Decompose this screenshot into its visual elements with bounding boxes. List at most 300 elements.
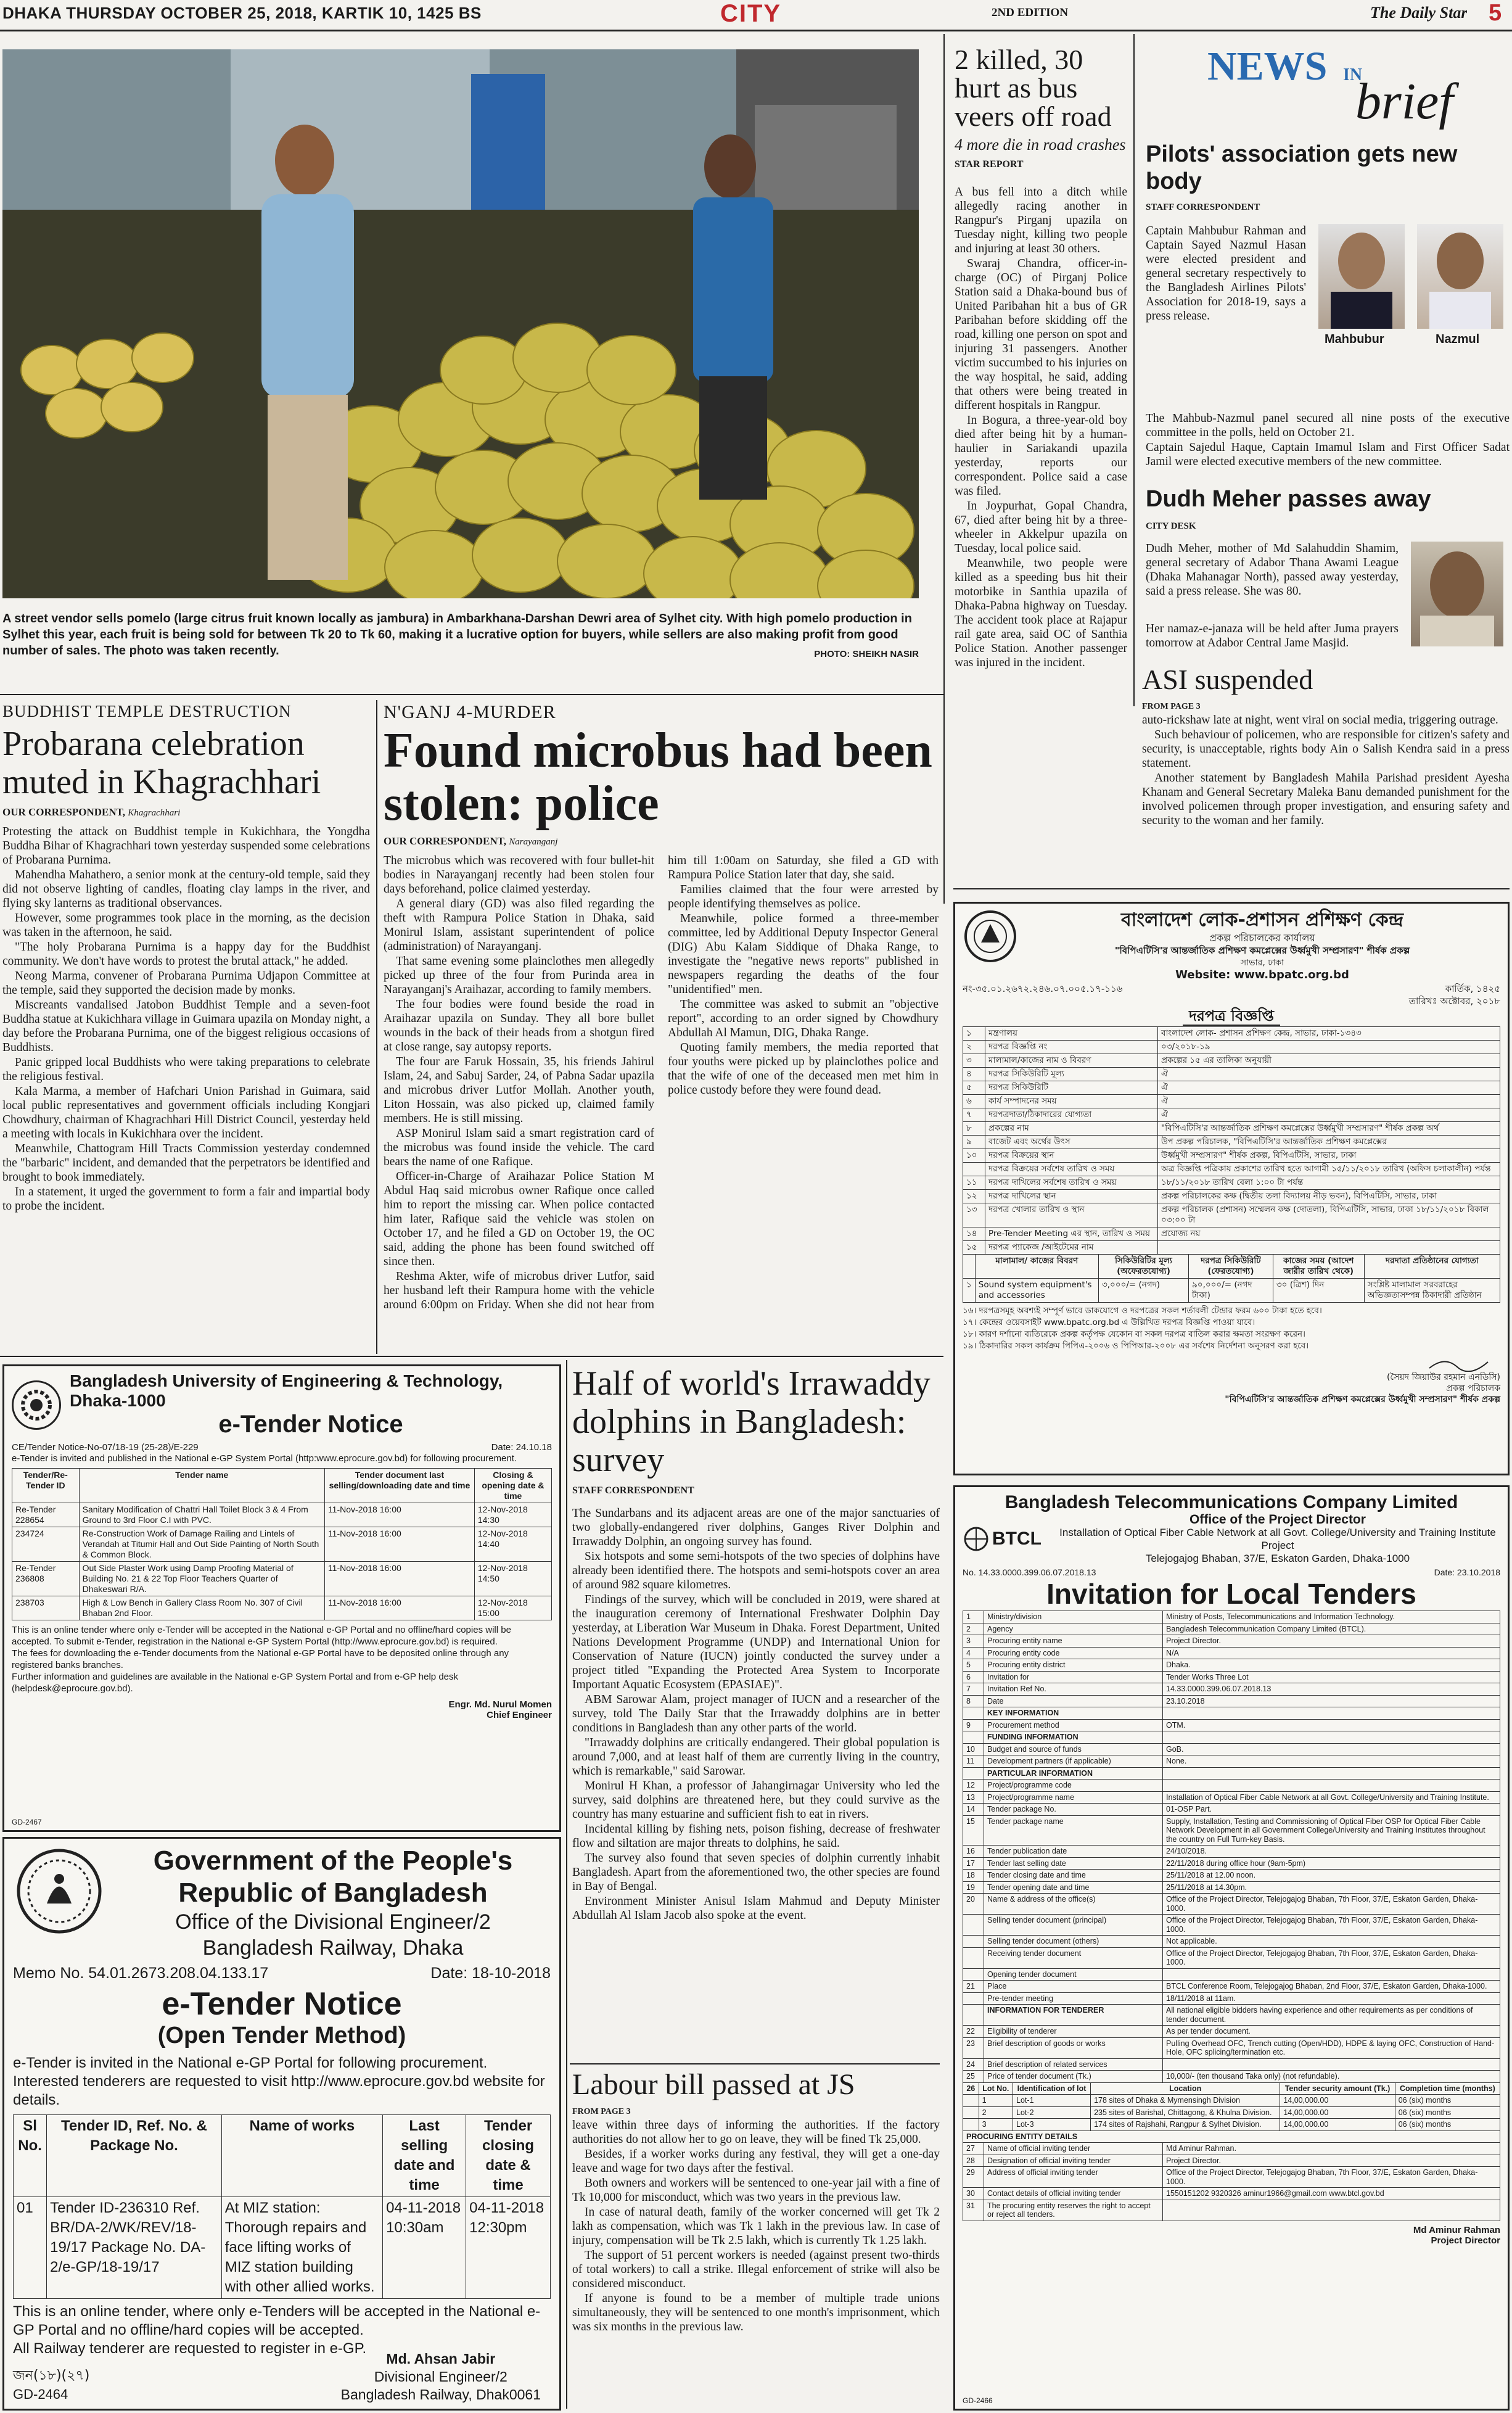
table-cell: মালামাল/কাজের নাম ও বিবরণ bbox=[985, 1054, 1158, 1068]
table-cell bbox=[963, 2005, 984, 2026]
railway-note2: All Railway tenderer are requested to register in e-GP. bbox=[13, 2340, 367, 2357]
buddhist-paragraph: Neong Marma, convener of Probarana Purnima Udjapon Committee at the temple, said they supported the decision made by monks. bbox=[2, 970, 370, 997]
table-row bbox=[963, 1108, 1500, 1122]
table-cell: Pulling Overhead OFC, Trench cutting (Open/HDD), HDPE & laying OFC, Construction of Hand-Hole, OFC splicing/termination etc. bbox=[1163, 2037, 1500, 2058]
table-cell: ৪ bbox=[963, 1068, 985, 1081]
table-cell: Address of official inviting tender bbox=[984, 2167, 1163, 2188]
railway-method: (Open Tender Method) bbox=[157, 2023, 406, 2048]
microbus-paragraph: The four bodies were found beside the road in Araihazar upazila on Sunday. They all bore bullet wounds in the back of their heads from a shotgun fired at close range, say autopsy reports. bbox=[384, 998, 654, 1054]
railway-org: Bangladesh Railway, Dhaka bbox=[202, 1936, 464, 1960]
table-header-cell bbox=[963, 1255, 976, 1279]
divider-h-asi bbox=[953, 888, 1510, 889]
table-row bbox=[963, 1992, 1500, 2005]
table-row bbox=[963, 1815, 1500, 1846]
btcl-lot-table bbox=[963, 2082, 1500, 2131]
table-cell: Procuring entity code bbox=[984, 1647, 1163, 1659]
table-cell: 3 bbox=[963, 1635, 984, 1648]
bpatc-memo: নং-৩৫.০১.২৬৭২.২৪৬.০৭.০০৫.১৭-১১৬ bbox=[963, 983, 1123, 994]
btcl-ad bbox=[953, 1485, 1510, 2411]
railway-subtitle: e-Tender Notice bbox=[162, 1986, 402, 2022]
btcl-title: Invitation for Local Tenders bbox=[1046, 1578, 1416, 1610]
divider-h-dolphin bbox=[570, 2063, 940, 2064]
table-cell: 27 bbox=[963, 2143, 984, 2155]
bpatc-org: বাংলাদেশ লোক-প্রশাসন প্রশিক্ষণ কেন্দ্র bbox=[1120, 909, 1404, 931]
table-cell: Opening tender document bbox=[984, 1968, 1163, 1981]
masthead bbox=[0, 0, 1512, 31]
pilots-p1: Captain Mahbubur Rahman and Captain Sayed Nazmul Hasan were elected president and general secretary respectively to the Bangladesh Airlines Pilots' Association for 2018-19, says a press release. bbox=[1146, 225, 1306, 323]
table-row bbox=[963, 2106, 1500, 2119]
table-cell: 10 bbox=[963, 1743, 984, 1755]
meher-byline: CITY DESK bbox=[1146, 521, 1196, 531]
buet-code: GD-2467 bbox=[12, 1818, 42, 1826]
table-cell: 19 bbox=[963, 1881, 984, 1894]
bpatc-note: ১৮। কারণ দর্শানো ব্যতিরেকে প্রকল্প কর্তৃপক্ষ যেকোন বা সকল দরপত্র বাতিল করার ক্ষমতা সংরক্ষণ করেন। bbox=[963, 1329, 1305, 1339]
table-cell: At MIZ station: Thorough repairs and face lifting works of MIZ station building with other allied works. bbox=[221, 2197, 382, 2299]
dolphin-headline: Half of world's Irrawaddy dolphins in Bangladesh: survey bbox=[572, 1364, 931, 1479]
table-cell: প্রকল্পের ১৫ এর তালিকা অনুযায়ী bbox=[1158, 1054, 1500, 1068]
table-cell: 30 bbox=[963, 2188, 984, 2200]
dolphin-story bbox=[572, 1364, 940, 2061]
pilots-p3: Captain Sajedul Haque, Captain Imamul Islam and First Officer Sadat Jamil were elected executive members of the new committee. bbox=[1146, 441, 1510, 468]
table-cell: 1550151202 9320326 aminur1966@gmail.com www.btcl.gov.bd bbox=[1163, 2188, 1500, 2200]
table-header-cell: Location bbox=[1091, 2082, 1280, 2095]
table-cell: প্রকল্প পরিচালক (প্রশাসন) সম্মেলন কক্ষ (দোতলা), বিপিএটিসি, সাভার, ঢাকা ১৮/১১/২০১৮ বিকাল ০৩:০০ টা bbox=[1158, 1203, 1500, 1227]
table-cell: 12-Nov-2018 14:50 bbox=[474, 1562, 551, 1596]
labour-body bbox=[572, 2118, 940, 2334]
table-cell: 2 bbox=[963, 1623, 984, 1635]
railway-signer-title: Divisional Engineer/2 bbox=[374, 2369, 507, 2385]
table-row bbox=[963, 1755, 1500, 1768]
buet-title: Bangladesh University of Engineering & Technology, Dhaka-1000 bbox=[70, 1371, 503, 1410]
table-row bbox=[963, 1791, 1500, 1804]
table-cell: 11-Nov-2018 16:00 bbox=[324, 1596, 474, 1620]
table-row bbox=[963, 2071, 1500, 2083]
photo-credit: PHOTO: SHEIKH NASIR bbox=[814, 649, 919, 659]
table-cell: ঐ bbox=[1158, 1081, 1500, 1095]
table-row bbox=[963, 1719, 1500, 1731]
edition-label: 2ND EDITION bbox=[992, 6, 1069, 19]
table-cell: ১ bbox=[963, 1279, 976, 1303]
table-cell: 21 bbox=[963, 1981, 984, 1993]
table-row bbox=[963, 1149, 1500, 1163]
table-cell: Not applicable. bbox=[1163, 1936, 1500, 1948]
table-header-cell: Lot No. bbox=[979, 2082, 1013, 2095]
table-cell bbox=[1158, 1241, 1500, 1255]
table-row bbox=[963, 1707, 1500, 1720]
table-header-cell: Identification of lot bbox=[1013, 2082, 1091, 2095]
bpatc-notes bbox=[963, 1305, 1500, 1352]
bpatc-note: ১৭। কেন্দ্রের ওয়েবসাইট www.bpatc.org.bd এ উল্লিখিত দরপত্র বিজ্ঞপ্তি পাওয়া যাবে। bbox=[963, 1318, 1255, 1327]
table-cell: Office of the Project Director, Telejogajog Bhaban, 7th Floor, 37/E, Eskaton Garden, Dhaka-1000. bbox=[1163, 1915, 1500, 1936]
buddhist-paragraph: However, some programmes took place in the morning, as the decision was taken in the afternoon, he said. bbox=[2, 912, 370, 939]
table-cell: ৩ bbox=[963, 1054, 985, 1068]
dolphin-byline: STAFF CORRESPONDENT bbox=[572, 1485, 694, 1496]
mahbubur-photo bbox=[1318, 224, 1405, 329]
table-row bbox=[963, 1659, 1500, 1672]
bpatc-project: "বিপিএটিসি'র আন্তর্জাতিক প্রশিক্ষণ কমপ্লেক্সের উর্ধ্বমুখী সম্প্রসারণ" শীর্ষক প্রকল্প bbox=[1114, 945, 1410, 956]
table-row bbox=[963, 1671, 1500, 1683]
table-cell: Tender closing date and time bbox=[984, 1870, 1163, 1882]
table-cell: PARTICULAR INFORMATION bbox=[984, 1767, 1163, 1780]
railway-note1: This is an online tender, where only e-Tenders will be accepted in the National e-GP Portal and no offline/hard copies will be accepted. bbox=[13, 2303, 541, 2338]
table-cell: দরপত্র দাখিলের সর্বশেষ তারিখ ও সময় bbox=[985, 1176, 1158, 1190]
table-cell: None. bbox=[1163, 1755, 1500, 1768]
table-cell: দরপত্র সিকিউরিটি bbox=[985, 1081, 1158, 1095]
table-cell bbox=[1163, 1767, 1500, 1780]
table-row bbox=[963, 1068, 1500, 1081]
btcl-signer-title: Project Director bbox=[1431, 2235, 1500, 2246]
table-cell: Receiving tender document bbox=[984, 1947, 1163, 1968]
railway-signer-org: Bangladesh Railway, Dhak0061 bbox=[340, 2386, 541, 2403]
table-row bbox=[963, 1136, 1500, 1149]
table-cell bbox=[1163, 1968, 1500, 1981]
microbus-paragraph: The committee was asked to submit an "objective report", according to an order signed by Chowdhury Abdullah Al Mamun, DIG, Dhaka Range. bbox=[668, 998, 939, 1039]
table-cell: অত্র বিজ্ঞপ্তি পত্রিকায় প্রকাশের তারিখ হতে আগামী ১৫/১১/২০১৮ তারিখ (অফিস চলাকালীন) পর্যন্ত bbox=[1158, 1163, 1500, 1176]
labour-paragraph: Both owners and workers will be sentenced to one-year jail with a fine of Tk 10,000 for misconduct, which was two years in the previous law. bbox=[572, 2177, 940, 2204]
table-cell: Tender ID-236310 Ref. BR/DA-2/WK/REV/18-19/17 Package No. DA-2/e-GP/18-19/17 bbox=[47, 2197, 222, 2299]
divider-h-lower bbox=[0, 1356, 943, 1357]
table-cell: 235 sites of Barishal, Chittagong, & Khulna Division. bbox=[1091, 2106, 1280, 2119]
table-cell: 1 bbox=[979, 2095, 1013, 2107]
table-header-cell: Tender name bbox=[79, 1469, 324, 1503]
buddhist-paragraph: "The holy Probarana Purnima is a happy day for the Buddhist community. We don't have words to protest the brutal attack," he added. bbox=[2, 941, 370, 968]
table-cell: ৩,০০০/= (নগদ) bbox=[1098, 1279, 1188, 1303]
table-cell: 22 bbox=[963, 2026, 984, 2038]
table-cell: 14 bbox=[963, 1804, 984, 1816]
brief-banner-brief: brief bbox=[1355, 73, 1453, 130]
table-cell: 12-Nov-2018 14:40 bbox=[474, 1527, 551, 1562]
table-row bbox=[963, 1635, 1500, 1648]
table-cell: ৩০ (ত্রিশ) দিন bbox=[1273, 1279, 1364, 1303]
table-cell: ঐ bbox=[1158, 1068, 1500, 1081]
table-cell: Contact details of official inviting tender bbox=[984, 2188, 1163, 2200]
table-header-cell: দরপত্র সিকিউরিটি (ফেরতযোগ্য) bbox=[1189, 1255, 1273, 1279]
table-row bbox=[963, 2167, 1500, 2188]
table-cell: ৯০,০০০/= (নগদ টাকা) bbox=[1189, 1279, 1273, 1303]
table-cell: Date bbox=[984, 1695, 1163, 1707]
table-row bbox=[963, 2005, 1500, 2026]
table-row bbox=[963, 1241, 1500, 1255]
table-row bbox=[963, 1894, 1500, 1915]
table-cell bbox=[963, 1731, 984, 1744]
table-header-cell: Completion time (months) bbox=[1395, 2082, 1500, 2095]
buddhist-byline: OUR CORRESPONDENT, Khagrachhari bbox=[2, 806, 181, 818]
table-cell: প্রকল্পের নাম bbox=[985, 1122, 1158, 1136]
table-cell: 238703 bbox=[12, 1596, 80, 1620]
table-cell: Out Side Plaster Work using Damp Proofing Material of Building No. 21 & 22 Top Floor Teachers Quarter of Dhakeswari R/A. bbox=[79, 1562, 324, 1596]
table-cell: দরপত্র খোলার তারিখ ও স্থান bbox=[985, 1203, 1158, 1227]
table-row bbox=[963, 2037, 1500, 2058]
table-cell bbox=[963, 2106, 979, 2119]
bpatc-note: ১৯। ঠিকাদারির সকল কার্যক্রম পিপিএ-২০০৬ ও পিপিআর-২০০৮ এর সর্বশেষ নির্দেশনা অনুসরণ করা হবে। bbox=[963, 1341, 1309, 1351]
table-cell: 14,00,000.00 bbox=[1280, 2106, 1395, 2119]
bus-byline: STAR REPORT bbox=[955, 159, 1024, 170]
buet-intro: e-Tender is invited and published in the National e-GP System Portal (http:www.eprocure.gov.bd) for following procurement. bbox=[12, 1453, 517, 1464]
bus-subhead: 4 more die in road crashes bbox=[955, 136, 1126, 154]
table-row bbox=[963, 1095, 1500, 1108]
table-cell: As per tender document. bbox=[1163, 2026, 1500, 2038]
bangladesh-emblem-icon bbox=[13, 1845, 105, 1937]
table-cell: N/A bbox=[1163, 1647, 1500, 1659]
table-cell: The procuring entity reserves the right to accept or reject all tenders. bbox=[984, 2200, 1163, 2221]
table-row bbox=[963, 1731, 1500, 1744]
microbus-paragraph: The four are Faruk Hossain, 35, his friends Jahirul Islam, 24, and Sabuj Sarder, 24, of Pabna Sadar upazila and microbus driver Lutfor Mollah. Another youth, Liton Hossain, was also picked up, claimed family members. He is still missing. bbox=[384, 1055, 654, 1125]
buddhist-kicker: BUDDHIST TEMPLE DESTRUCTION bbox=[2, 702, 292, 720]
railway-office: Office of the Divisional Engineer/2 bbox=[175, 1910, 491, 1934]
table-cell: 10,000/- (ten thousand Taka only) (not refundable). bbox=[1163, 2071, 1500, 2083]
asi-headline: ASI suspended bbox=[1142, 664, 1313, 695]
table-cell bbox=[1163, 1780, 1500, 1792]
photo-caption-text: A street vendor sells pomelo (large citrus fruit known locally as jambura) in Ambarkhana-Darshan Dewri area of Sylhet city. With high pomelo production in Sylhet this year, each fruit is being sold for between Tk 20 to Tk 60, making it a lucrative option for buyers, while sellers are also making profit from good number of sales. The photo was taken recently. bbox=[2, 612, 912, 658]
table-cell: Procurement method bbox=[984, 1719, 1163, 1731]
table-cell: Supply, Installation, Testing and Commissioning of Optical Fiber OSP for Optical Fiber Cable Network Development in all Government College/University and Training Institutes throughout the country on Full Turn-key Basis. bbox=[1163, 1815, 1500, 1846]
table-cell: Project/programme code bbox=[984, 1780, 1163, 1792]
page-number: 5 bbox=[1489, 0, 1502, 26]
pomelo-photo bbox=[2, 49, 919, 598]
table-header-cell: 26 bbox=[963, 2082, 979, 2095]
table-cell: 23.10.2018 bbox=[1163, 1695, 1500, 1707]
labour-paragraph: If anyone is found to be a member of multiple trade unions simultaneously, they will be sentenced to one month's imprisonment, which was six months in the previous law. bbox=[572, 2292, 940, 2333]
table-cell: 17 bbox=[963, 1857, 984, 1870]
table-cell bbox=[1163, 2058, 1500, 2071]
table-cell: 29 bbox=[963, 2167, 984, 2188]
meher-p2: Her namaz-e-janaza will be held after Juma prayers tomorrow at Adabor Central Jame Masjid. bbox=[1146, 622, 1399, 650]
divider-v-main bbox=[943, 34, 945, 904]
table-cell: Eligibility of tenderer bbox=[984, 2026, 1163, 2038]
btcl-project: Installation of Optical Fiber Cable Network at all Govt. College/University and Training Institute Project bbox=[1059, 1527, 1496, 1551]
table-cell: 234724 bbox=[12, 1527, 80, 1562]
bpatc-title: দরপত্র বিজ্ঞপ্তি bbox=[1183, 1007, 1280, 1026]
table-cell: Tender package name bbox=[984, 1815, 1163, 1846]
table-row bbox=[963, 1981, 1500, 1993]
table-row bbox=[963, 1176, 1500, 1190]
bpatc-date2: তারিখঃ অক্টোবর, ২০১৮ bbox=[1408, 996, 1500, 1007]
buet-note3: Further information and guidelines are available in the National e-GP System Portal and from e-GP help desk (helpdesk@eprocure.gov.bd). bbox=[12, 1672, 458, 1694]
bus-story bbox=[955, 46, 1127, 903]
table-row bbox=[963, 1163, 1500, 1176]
signature-mark-icon bbox=[1426, 1356, 1500, 1372]
railway-code1: জন(১৮)(২৭) bbox=[13, 2368, 90, 2383]
pilots-byline: STAFF CORRESPONDENT bbox=[1146, 202, 1260, 212]
divider-v-lower bbox=[566, 1360, 567, 2409]
table-cell: Md Aminur Rahman. bbox=[1163, 2143, 1500, 2155]
railway-ad bbox=[2, 1837, 561, 2411]
table-cell: OTM. bbox=[1163, 1719, 1500, 1731]
asi-p2: Such behaviour of policemen, who are responsible for citizen's safety and security, is unacceptable, rights body Ain o Salish Kendra said in a press statement. bbox=[1142, 728, 1510, 770]
labour-headline: Labour bill passed at JS bbox=[572, 2068, 855, 2101]
table-row bbox=[963, 1947, 1500, 1968]
labour-story bbox=[572, 2068, 940, 2411]
table-cell: Re-Tender 228654 bbox=[12, 1503, 80, 1527]
btcl-table bbox=[963, 1611, 1500, 2083]
table-cell: Name of official inviting tender bbox=[984, 2143, 1163, 2155]
btcl-address: Telejogajog Bhaban, 37/E, Eskaton Garden, Dhaka-1000 bbox=[1145, 1553, 1410, 1564]
brief-banner-in: IN bbox=[1343, 65, 1363, 85]
table-cell: Office of the Project Director, Telejogajog Bhaban, 7th Floor, 37/E, Eskaton Garden, Dhaka-1000. bbox=[1163, 1947, 1500, 1968]
buet-date: Date: 24.10.18 bbox=[491, 1442, 552, 1453]
table-row bbox=[963, 1081, 1500, 1095]
buddhist-paragraph: Panic gripped local Buddhists who were taking preparations to celebrate the religious festival. bbox=[2, 1056, 370, 1083]
table-cell: 18 bbox=[963, 1870, 984, 1882]
table-row bbox=[963, 1041, 1500, 1054]
bus-paragraph: Swaraj Chandra, officer-in-charge (OC) of Pirganj Police Station said a Dhaka-bound bus of United Paribahan hit a bus of GR Paribahan before skidding off the road, killing one person on spot and injuring 31 passengers. Another victim succumbed to his injuries on the way hospital, he said, adding that others were being treated in different hospitals in Rangpur. bbox=[955, 257, 1127, 412]
table-cell: Project/programme name bbox=[984, 1791, 1163, 1804]
table-cell bbox=[963, 1992, 984, 2005]
buddhist-paragraph: Mahendha Mahathero, a senior monk at the century-old temple, said they did not observe lighting of candles, floating clay lamps in the river, and flying sky lanterns as traditional observances. bbox=[2, 868, 370, 910]
table-row bbox=[12, 1527, 552, 1562]
table-cell: 20 bbox=[963, 1894, 984, 1915]
table-cell: Budget and source of funds bbox=[984, 1743, 1163, 1755]
table-cell: 178 sites of Dhaka & Mymensingh Division bbox=[1091, 2095, 1280, 2107]
buddhist-paragraph: Kala Marma, a member of Hafchari Union Parishad in Guimara, said local public representatives and government officials including Kongjari Chowdhury, chairman of Khagrachhari Hill District Council, yesterday held a meeting with locals in Kukichhara over the incident. bbox=[2, 1085, 370, 1141]
buddhist-body bbox=[2, 825, 370, 1213]
table-row bbox=[963, 1804, 1500, 1816]
railway-code2: GD-2464 bbox=[13, 2386, 68, 2402]
table-cell: Office of the Project Director, Telejogajog Bhaban, 7th Floor, 37/E, Eskaton Garden, Dhaka-1000. bbox=[1163, 2167, 1500, 2188]
table-cell: 01 bbox=[14, 2197, 47, 2299]
table-cell: Procuring entity name bbox=[984, 1635, 1163, 1648]
railway-memo: Memo No. 54.01.2673.208.04.133.17 bbox=[13, 1965, 269, 1982]
table-cell: ঐ bbox=[1158, 1108, 1500, 1122]
buet-subtitle: e-Tender Notice bbox=[218, 1411, 403, 1438]
table-cell: 7 bbox=[963, 1683, 984, 1696]
dolphin-body bbox=[572, 1506, 940, 1923]
railway-signer: Md. Ahsan Jabir bbox=[386, 2351, 496, 2367]
table-cell: Tender publication date bbox=[984, 1846, 1163, 1858]
table-cell: Selling tender document (others) bbox=[984, 1936, 1163, 1948]
table-cell: Invitation Ref No. bbox=[984, 1683, 1163, 1696]
table-cell: ১৪ bbox=[963, 1227, 985, 1241]
bus-paragraph: Meanwhile, two people were killed as a speeding bus hit their motorbike in Santhia upazila of Dhaka-Pabna highway on Tuesday. The accident took place at Rajapur rail gate area, said OC of Santhia Police Station. Another passenger was injured in the incident. bbox=[955, 557, 1127, 669]
table-cell: Lot-1 bbox=[1013, 2095, 1091, 2107]
bpatc-signature-icon bbox=[963, 1356, 1500, 1372]
table-row bbox=[963, 2188, 1500, 2200]
table-cell: 18/11/2018 at 11am. bbox=[1163, 1992, 1500, 2005]
table-cell bbox=[963, 1707, 984, 1720]
table-cell: Selling tender document (principal) bbox=[984, 1915, 1163, 1936]
table-cell: দরপত্র দাখিলের স্থান bbox=[985, 1190, 1158, 1203]
table-row bbox=[963, 2026, 1500, 2038]
table-cell: 23 bbox=[963, 2037, 984, 2058]
table-cell: ১৫ bbox=[963, 1241, 985, 1255]
bpatc-note: ১৬। দরপত্রসমূহ অবশ্যই সম্পূর্ণ ভাবে ডাকযোগে ও দরপত্রের সকল শর্তাবলী টেন্ডার ফরম ৬০০ টাকা হতে হবে। bbox=[963, 1306, 1322, 1316]
table-cell: Development partners (if applicable) bbox=[984, 1755, 1163, 1768]
buet-tender-table bbox=[12, 1468, 552, 1620]
btcl-pe-table bbox=[963, 2130, 1500, 2221]
table-row bbox=[963, 1780, 1500, 1792]
btcl-pe-header: PROCURING ENTITY DETAILS bbox=[963, 2130, 1500, 2143]
table-cell: All national eligible bidders having experience and other requirements as per conditions of tender document. bbox=[1163, 2005, 1500, 2026]
btcl-globe-icon bbox=[963, 1525, 990, 1553]
brief-banner bbox=[1146, 43, 1510, 130]
table-cell: High & Low Bench in Gallery Class Room No. 307 of Civil Bhaban 2nd Floor. bbox=[79, 1596, 324, 1620]
paper-name: The Daily Star bbox=[1370, 4, 1468, 22]
table-header-cell: Closing & opening date & time bbox=[474, 1469, 551, 1503]
table-row bbox=[963, 1846, 1500, 1858]
bus-paragraph: In Joypurhat, Gopal Chandra, 67, died after being hit by a three-wheeler in Akkelpur upazila on Tuesday, local police said. bbox=[955, 500, 1127, 555]
table-cell: Invitation for bbox=[984, 1671, 1163, 1683]
btcl-logo bbox=[963, 1525, 1055, 1553]
table-row bbox=[963, 1027, 1500, 1041]
railway-intro: e-Tender is invited in the National e-GP Portal for following procurement. Interested tenderers are requested to visit http://www.eprocure.gov.bd website for details. bbox=[13, 2055, 545, 2108]
table-header-cell: Name of works bbox=[221, 2115, 382, 2197]
railway-emblem-icon bbox=[13, 1845, 105, 1937]
dolphin-paragraph: The survey also found that seven species of dolphin currently inhabit Bangladesh. Apart from the aforementioned two, the other species are found in Bay of Bengal. bbox=[572, 1852, 940, 1893]
table-row bbox=[963, 1915, 1500, 1936]
table-cell: 3 bbox=[979, 2119, 1013, 2131]
buddhist-paragraph: Meanwhile, Chattogram Hill Tracts Commission yesterday condemned the "barbaric" incident, and demanded that the perpetrators be identified and brought to book immediately. bbox=[2, 1142, 370, 1184]
table-cell: Lot-2 bbox=[1013, 2106, 1091, 2119]
dateline: DHAKA THURSDAY OCTOBER 25, 2018, KARTIK 10, 1425 BS bbox=[2, 4, 482, 22]
table-cell: মন্ত্রণালয় bbox=[985, 1027, 1158, 1041]
table-header-cell: Last selling date and time bbox=[383, 2115, 466, 2197]
table-cell: 24/10/2018. bbox=[1163, 1846, 1500, 1858]
btcl-company: Bangladesh Telecommunications Company Limited bbox=[1005, 1492, 1458, 1512]
table-header-cell: Tender security amount (Tk.) bbox=[1280, 2082, 1395, 2095]
table-cell: 4 bbox=[963, 1647, 984, 1659]
dolphin-paragraph: The Sundarbans and its adjacent areas are one of the major sanctuaries of two globally-endangered river dolphins, Ganges River Dolphin and Irrawaddy Dolphin, an ongoing survey has found. bbox=[572, 1507, 940, 1548]
dolphin-paragraph: ABM Sarowar Alam, project manager of IUCN and a researcher of the survey, told The Daily Star that the Irrawaddy dolphins are in better conditions in Bangladesh than any other parts of the world. bbox=[572, 1693, 940, 1734]
table-cell: উর্ধ্বমুখী সম্প্রসারণ" শীর্ষক প্রকল্প, বিপিএটিসি, সাভার, ঢাকা bbox=[1158, 1149, 1500, 1163]
table-row bbox=[963, 1190, 1500, 1203]
microbus-headline: Found microbus had been stolen: police bbox=[384, 724, 932, 831]
buet-note2: The fees for downloading the e-Tender documents from the National e-GP Portal have to be deposited online through any registered banks branches. bbox=[12, 1648, 509, 1670]
table-cell: ১২ bbox=[963, 1190, 985, 1203]
table-cell: Re-Construction Work of Damage Railing and Lintels of Verandah at Titumir Hall and Out Side Painting of North South & Common Block. bbox=[79, 1527, 324, 1562]
table-cell: Ministry of Posts, Telecommunications and Information Technology. bbox=[1163, 1611, 1500, 1623]
btcl-code: GD-2466 bbox=[963, 2396, 993, 2405]
table-cell: Brief description of goods or works bbox=[984, 2037, 1163, 2058]
btcl-memo: No. 14.33.0000.399.06.07.2018.13 bbox=[963, 1567, 1096, 1577]
mahbubur-portrait-icon bbox=[1318, 224, 1405, 329]
railway-date: Date: 18-10-2018 bbox=[430, 1965, 551, 1982]
table-cell: Designation of official inviting tender bbox=[984, 2155, 1163, 2167]
bpatc-signer-project: "বিপিএটিসি'র আন্তর্জাতিক প্রশিক্ষণ কমপ্লেক্সের উর্ধ্বমুখী সম্প্রসারণ" শীর্ষক প্রকল্প bbox=[1225, 1395, 1500, 1404]
table-cell: Sound system equipment's and accessories bbox=[975, 1279, 1098, 1303]
table-cell: ১০ bbox=[963, 1149, 985, 1163]
photo-caption bbox=[2, 611, 919, 660]
btcl-logo-text: BTCL bbox=[992, 1528, 1042, 1549]
table-cell: Price of tender document (Tk.) bbox=[984, 2071, 1163, 2083]
table-cell bbox=[1163, 2200, 1500, 2221]
microbus-paragraph: That same evening some plainclothes men allegedly picked up three of the four from Purinda area in Narayanganj's Araihazar, according to family members. bbox=[384, 955, 654, 996]
bpatc-logo-icon bbox=[963, 909, 1018, 964]
buet-signer: Engr. Md. Nurul Momen bbox=[448, 1699, 552, 1710]
bpatc-signer: (সৈয়দ জিয়াউর রহমান এনডিসি) bbox=[1386, 1372, 1500, 1382]
table-cell: 11 bbox=[963, 1755, 984, 1768]
nazmul-photo bbox=[1417, 224, 1503, 329]
table-cell: Tender package No. bbox=[984, 1804, 1163, 1816]
table-cell: 13 bbox=[963, 1791, 984, 1804]
table-cell: Agency bbox=[984, 1623, 1163, 1635]
table-header-cell: Tender/Re-Tender ID bbox=[12, 1469, 80, 1503]
table-cell: 11-Nov-2018 16:00 bbox=[324, 1527, 474, 1562]
btcl-date: Date: 23.10.2018 bbox=[1434, 1567, 1500, 1577]
table-cell: 14.33.0000.399.06.07.2018.13 bbox=[1163, 1683, 1500, 1696]
table-cell: সংশ্লিষ্ট মালামাল সরবরাহের অভিজ্ঞতাসম্পন্ন ঠিকাদারী প্রতিষ্ঠান bbox=[1364, 1279, 1500, 1303]
table-cell: Name & address of the office(s) bbox=[984, 1894, 1163, 1915]
buet-signer-title: Chief Engineer bbox=[487, 1710, 552, 1720]
buet-note1: This is an online tender where only e-Tender will be accepted in the National e-GP Portal and no offline/hard copies will be accepted. To submit e-Tender, registration in the National e-GP System Portal (http://www.eprocure.gov.bd) is required. bbox=[12, 1625, 511, 1647]
table-cell: ১৮/১১/২০১৮ তারিখ বেলা ১:০০ টা পর্যন্ত bbox=[1158, 1176, 1500, 1190]
table-row bbox=[12, 1503, 552, 1527]
microbus-story bbox=[384, 702, 939, 1331]
table-cell: Project Director. bbox=[1163, 1635, 1500, 1648]
bpatc-website: Website: www.bpatc.org.bd bbox=[1175, 968, 1349, 981]
buddhist-paragraph: Miscreants vandalised Jatobon Buddhist Temple and a seven-foot Buddha statue at Kukichhara village in Guimara upazila on Monday night, a day before the Probarana Purnima, one of the biggest religious occasions of Buddhists. bbox=[2, 999, 370, 1054]
table-row bbox=[963, 1623, 1500, 1635]
table-cell: KEY INFORMATION bbox=[984, 1707, 1163, 1720]
